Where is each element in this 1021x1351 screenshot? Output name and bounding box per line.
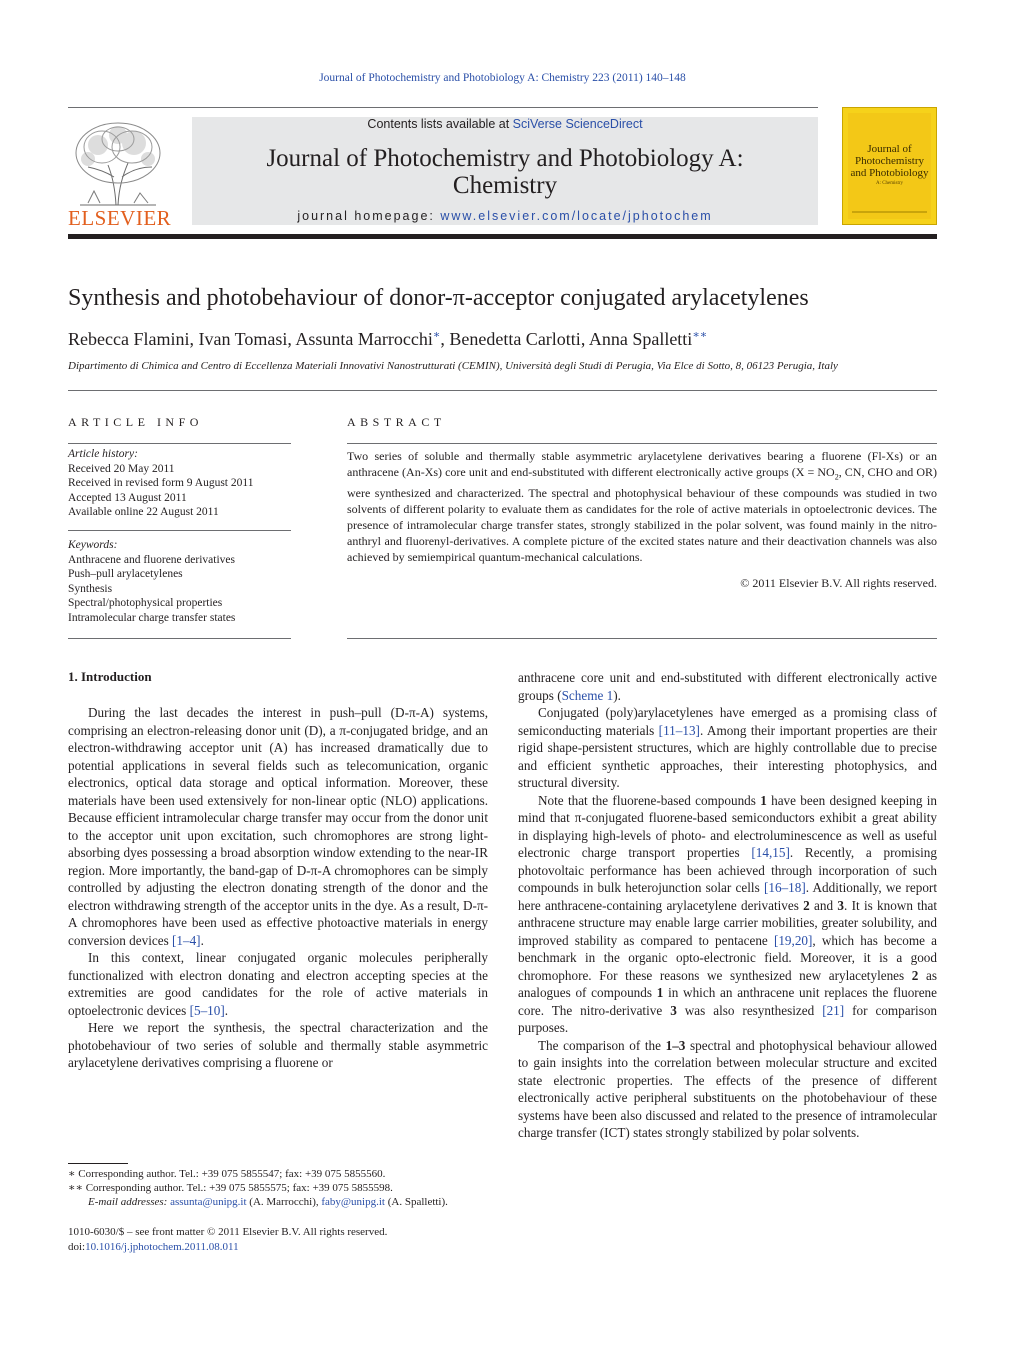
corresponding-mark[interactable]: ∗ (432, 329, 441, 341)
header-rule (68, 107, 818, 108)
compound-number: 1 (656, 985, 664, 1000)
author-name: Assunta Marrocchi (295, 329, 433, 349)
text: spectral and photophysical behaviour allowed to gain insights into the correlation between molecular structure and excited state electronic properties. The effects of the presence of different electronically active peripheral substituents on the photobehaviour of these systems have been also discussed and related to the presence of intramolecular charge transfer (ICT) states strongly stabilized by polar solvents. (518, 1037, 937, 1140)
citation-link[interactable]: [14,15] (751, 845, 790, 860)
paragraph (518, 704, 937, 792)
compound-number: 1 (760, 792, 767, 808)
cover-panel (848, 113, 931, 219)
abstract-part: Two series of soluble and thermally stable asymmetric arylacetylene derivatives bearing a fluorene (Fl-Xs) or an anthracene (An-Xs) core unit and end-substituted with different electronically active groups (X = NO (347, 449, 937, 479)
footnotes (68, 1167, 498, 1209)
cover-subtitle: A: Chemistry (875, 181, 904, 186)
keyword: Push–pull arylacetylenes (68, 568, 183, 580)
abstract-heading: ABSTRACT (347, 415, 446, 429)
homepage-prefix: journal homepage: (297, 209, 441, 223)
text: Here we report the synthesis, the spectral characterization and the photobehaviour of two series of soluble and thermally stable asymmetric arylacetylene derivatives comprising a fluorene or (68, 1020, 488, 1070)
author-name: Rebecca Flamini (68, 329, 190, 349)
text: (A. Marrocchi), (246, 1196, 322, 1208)
abstract-rule (347, 443, 937, 444)
author-name: Ivan Tomasi (198, 329, 288, 349)
keyword: Intramolecular charge transfer states (68, 611, 236, 624)
citation-link[interactable]: [19,20] (773, 932, 813, 948)
body-column-left (68, 704, 488, 1072)
citation-link[interactable]: [16–18] (763, 880, 806, 895)
author-name: Benedetta Carlotti (449, 329, 581, 349)
history-item: Available online 22 August 2011 (68, 506, 219, 518)
doi-line (68, 1240, 498, 1255)
scheme-link[interactable]: Scheme 1 (561, 687, 614, 703)
header-thick-rule (68, 234, 937, 239)
keyword: Synthesis (68, 582, 113, 595)
journal-title-line1: Journal of Photochemistry and Photobiology A: (266, 145, 744, 172)
abstract-subscript: 2 (834, 472, 839, 482)
sciencedirect-link[interactable]: SciVerse ScienceDirect (512, 117, 643, 131)
footnote: ∗ Corresponding author. Tel.: +39 075 5855547; fax: +39 075 5855560. (68, 1168, 386, 1180)
history-item: Received in revised form 9 August 2011 (68, 477, 254, 489)
cover-title: Journal of Photochemistry and Photobiology (850, 143, 929, 179)
text: and (809, 897, 838, 913)
email-link[interactable]: faby@unipg.it (321, 1196, 385, 1208)
author-name: Anna Spalletti (588, 329, 693, 349)
text: have been designed keeping in mind that π-conjugated fluorene-based semiconductors exhibit a great ability in displaying high-levels of photo- and electroluminescence as well as useful electronic charge transport properties (518, 792, 937, 860)
text: Conjugated (poly)arylacetylenes have emerged as a promising class of semiconducting materials (518, 705, 937, 738)
article-info-heading: ARTICLE INFO (68, 415, 203, 429)
text: (A. Spalletti). (384, 1196, 448, 1208)
abstract-bottom-rule (347, 638, 937, 639)
paragraph (518, 792, 937, 1037)
paragraph (518, 1037, 937, 1142)
copyright: © 2011 Elsevier B.V. All rights reserved. (740, 576, 937, 590)
email-label: E-mail addresses: (88, 1196, 171, 1208)
corresponding-mark[interactable]: ∗∗ (692, 329, 708, 341)
text: for comparison purposes. (518, 1002, 938, 1035)
text: During the last decades the interest in push–pull (D-π-A) systems, comprising an electron-releasing donor unit (D), a π-conjugated bridge, and an electron-withdrawing acceptor unit (A) has increased dramatically due to potential applications in several fields such as telecomunication, organic electronics, optical data storage and optical information. Moreover, these materials have been used extensively for non-linear optic (NLO) applications. Because efficient intramolecular charge transfer may occur from the donor unit to the acceptor unit upon excitation, such chromophores are strong light-absorbing dyes possessing a broad absorption window extending to the near-IR region. More importantly, the band-gap of D-π-A chromophores can be simply controlled by adjusting the electron donating strength of the donor and the electron withdrawing strength of the acceptor units in the dye. As a result, D-π-A chromophores have been used as effective photoactive materials in energy conversion devices (68, 705, 488, 948)
paragraph (68, 1019, 488, 1072)
doi-label: doi: (68, 1241, 86, 1253)
text: , which has become a benchmark in the organic opto-electronic field. Moreover, it is a good chromophore. For these reasons we synthesized new arylacetylenes (518, 932, 937, 983)
contents-line (192, 117, 818, 131)
keyword: Anthracene and fluorene derivatives (68, 553, 235, 566)
paragraph: In this context, linear conjugated organic molecules peripherally functionalized with electron donating and electron accepting species at the extremities are good candidates for the role of active materials in optoelectronic devices [5–10]. (68, 950, 488, 1018)
journal-homepage (192, 209, 818, 223)
keywords-rule (68, 638, 291, 639)
text: was also resynthesized (676, 1002, 823, 1018)
text: Note that the fluorene-based compounds (538, 792, 761, 808)
article-info-rule (68, 443, 291, 444)
article-history (68, 447, 298, 520)
keywords (68, 538, 298, 625)
affiliation: Dipartimento di Chimica and Centro di Eccellenza Materiali Innovativi Nanostrutturati (CEMIN), Università degli Studi di Perugia, Via Elce di Sotto, 8, 06123 Perugia, Italy (68, 360, 838, 372)
abstract-part: , CN, CHO and OR) were synthesized and characterized. The spectral and photophysical behaviour of these compounds was studied in two solvents of different polarity to evaluate them as candidates for the role of active materials in optoelectronic devices. The presence of intramolecular charge transfer states, strongly stabilized in the polar solvent, was found mainly in the nitro-anthryl and fluorenyl-derivatives. A complete picture of the excited states nature and their deactivation channels was also achieved by semiempirical quantum-mechanical calculations. (347, 465, 938, 565)
history-item: Received 20 May 2011 (68, 462, 175, 475)
history-label: Article history: (68, 448, 138, 460)
article-title: Synthesis and photobehaviour of donor-π-acceptor conjugated arylacetylenes (68, 285, 809, 311)
text: in which an anthracene unit replaces the fluorene core. The nitro-derivative (518, 985, 937, 1018)
history-item: Accepted 13 August 2011 (68, 491, 187, 504)
journal-reference[interactable]: Journal of Photochemistry and Photobiology A: Chemistry 223 (2011) 140–148 (319, 72, 686, 84)
compound-number: 2 (803, 897, 810, 913)
contents-prefix: Contents lists available at (367, 117, 513, 131)
journal-title-line2: Chemistry (452, 172, 558, 199)
text: . It is known that anthracene structure may enable large carrier mobilities, greater solubility, and improved stability as compared to pentacene (518, 897, 937, 948)
paragraph: anthracene core unit and end-substituted with different electronically active groups (Scheme 1). (518, 670, 937, 703)
text: . Additionally, we report here anthracene-containing arylacetylene derivatives (518, 880, 937, 913)
citation-link[interactable]: [21] (822, 1002, 845, 1018)
email-link[interactable]: assunta@unipg.it (170, 1196, 247, 1208)
text: In this context, linear conjugated organic molecules peripherally functionalized with electron donating and electron accepting species at the extremities are good candidates for the role of active materials in optoelectronic devices (68, 950, 488, 1018)
email-line (68, 1195, 498, 1209)
compound-number: 1–3 (665, 1037, 686, 1053)
title-rule (68, 390, 937, 391)
citation-link[interactable]: [1–4] (172, 932, 201, 948)
compound-number: 2 (911, 967, 919, 983)
keywords-label: Keywords: (68, 539, 118, 551)
paragraph: During the last decades the interest in push–pull (D-π-A) systems, comprising an electron-releasing donor unit (D), a π-conjugated bridge, and an electron-withdrawing acceptor unit (A) has increased dramatically due to potential applications in several fields such as telecomunication, organic electronics, optical data storage and optical information. Moreover, these materials have been used extensively for non-linear optic (NLO) applications. Because efficient intramolecular charge transfer may occur from the donor unit to the acceptor unit upon excitation, such chromophores are strong light-absorbing dyes possessing a broad absorption window extending to the near-IR region. More importantly, the band-gap of D-π-A chromophores can be simply controlled by adjusting the electron donating strength of the donor and the electron withdrawing strength of the acceptor units in the dye. As a result, D-π-A chromophores have been used as effective photoactive materials in energy conversion devices [1–4]. (68, 705, 488, 948)
text: as analogues of compounds (518, 967, 937, 1000)
abstract-text (347, 448, 937, 565)
author-list: Rebecca Flamini, Ivan Tomasi, Assunta Marrocchi∗, Benedetta Carlotti, Anna Spalletti∗∗ (68, 329, 708, 349)
elsevier-wordmark: ELSEVIER (68, 206, 172, 230)
compound-number: 3 (837, 897, 844, 913)
history-rule (68, 530, 291, 531)
text: . Recently, a promising photovoltaic performance has been achieved through incorporation of such compounds in bulk heterojunction solar cells (518, 845, 937, 895)
citation-link[interactable]: [5–10] (189, 1002, 225, 1018)
text: anthracene core unit and end-substituted with different electronically active groups ( (518, 670, 937, 703)
body-column-right (518, 669, 937, 1142)
homepage-link[interactable]: www.elsevier.com/locate/jphotochem (440, 209, 713, 223)
doi-link[interactable]: 10.1016/j.jphotochem.2011.08.011 (85, 1241, 239, 1253)
compound-number: 3 (670, 1002, 677, 1018)
footnote-rule (68, 1163, 128, 1164)
journal-cover-thumbnail[interactable] (842, 107, 937, 225)
citation-link[interactable]: [11–13] (658, 722, 700, 738)
section-heading: 1. Introduction (68, 669, 152, 684)
front-matter-meta (68, 1225, 498, 1255)
text: The comparison of the (538, 1037, 666, 1053)
cover-decoration (852, 211, 927, 213)
text: . Among their important properties are their rigid shape-persistent structures, which are highly controllable due to precise and efficient synthetic approaches, their interesting photophysics, and structural diversity. (518, 722, 937, 790)
issn-line: 1010-6030/$ – see front matter © 2011 Elsevier B.V. All rights reserved. (68, 1226, 388, 1238)
journal-title (192, 145, 818, 199)
keyword: Spectral/photophysical properties (68, 597, 223, 609)
footnote: ∗∗ Corresponding author. Tel.: +39 075 5855575; fax: +39 075 5855598. (68, 1182, 393, 1194)
